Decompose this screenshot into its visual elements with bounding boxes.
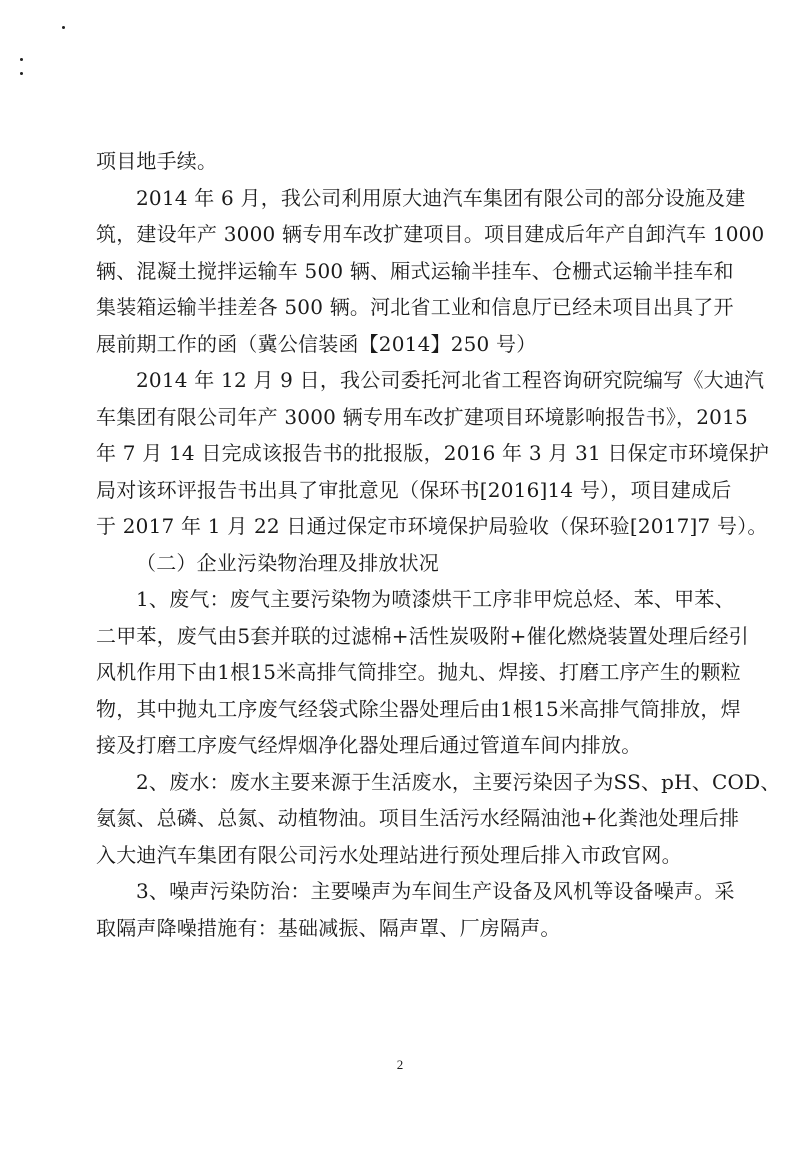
text-line: 车集团有限公司年产 3000 辆专用车改扩建项目环境影响报告书》，2015: [96, 404, 748, 429]
text-line: 2014 年 6 月，我公司利用原大迪汽车集团有限公司的部分设施及建: [136, 185, 746, 210]
text-line: 1、废气：废气主要污染物为喷漆烘干工序非甲烷总烃、苯、甲苯、: [136, 587, 735, 611]
scan-speck: [62, 26, 65, 29]
text-line: 辆、混凝土搅拌运输车 500 辆、厢式运输半挂车、仓栅式运输半挂车和: [96, 258, 734, 283]
text-line: 年 7 月 14 日完成该报告书的批报版，2016 年 3 月 31 日保定市环境保护: [96, 441, 770, 465]
body-text: [96, 143, 781, 946]
text-line: 取隔声降噪措施有：基础减振、隔声罩、厂房隔声。: [96, 915, 561, 940]
scan-speck: [20, 72, 23, 75]
text-line: 风机作用下由1根15米高排气筒排空。抛丸、焊接、打磨工序产生的颗粒: [96, 660, 741, 684]
text-line: 项目地手续。: [96, 149, 218, 173]
scan-speck: [20, 58, 23, 61]
text-line: 2、废水：废水主要来源于生活废水，主要污染因子为SS、pH、COD、: [136, 769, 781, 794]
text-line: 氨氮、总磷、总氮、动植物油。项目生活污水经隔油池+化粪池处理后排: [96, 806, 740, 830]
text-line: 局对该环评报告书出具了审批意见（保环书[2016]14 号），项目建成后: [96, 477, 732, 502]
text-line: 展前期工作的函（冀公信装函【2014】250 号）: [96, 331, 537, 356]
text-line: 接及打磨工序废气经焊烟净化器处理后通过管道车间内排放。: [96, 733, 642, 757]
text-line: 入大迪汽车集团有限公司污水处理站进行预处理后排入市政官网。: [96, 842, 682, 867]
page-number: 2: [396, 1057, 404, 1072]
section-heading: （二）企业污染物治理及排放状况: [136, 550, 439, 575]
text-line: 物，其中抛丸工序废气经袋式除尘器处理后由1根15米高排气筒排放，焊: [96, 696, 741, 721]
text-line: 二甲苯，废气由5套并联的过滤棉+活性炭吸附+催化燃烧装置处理后经引: [96, 623, 749, 648]
text-line: 集装箱运输半挂差各 500 辆。河北省工业和信息厅已经未项目出具了开: [96, 295, 734, 319]
text-line: 于 2017 年 1 月 22 日通过保定市环境保护局验收（保环验[2017]7 号）。: [96, 514, 768, 538]
text-line: 2014 年 12 月 9 日，我公司委托河北省工程咨询研究院编写《大迪汽: [136, 368, 765, 392]
text-line: 3、噪声污染防治：主要噪声为车间生产设备及风机等设备噪声。采: [136, 879, 735, 903]
text-line: 筑，建设年产 3000 辆专用车改扩建项目。项目建成后年产自卸汽车 1000: [96, 222, 765, 246]
